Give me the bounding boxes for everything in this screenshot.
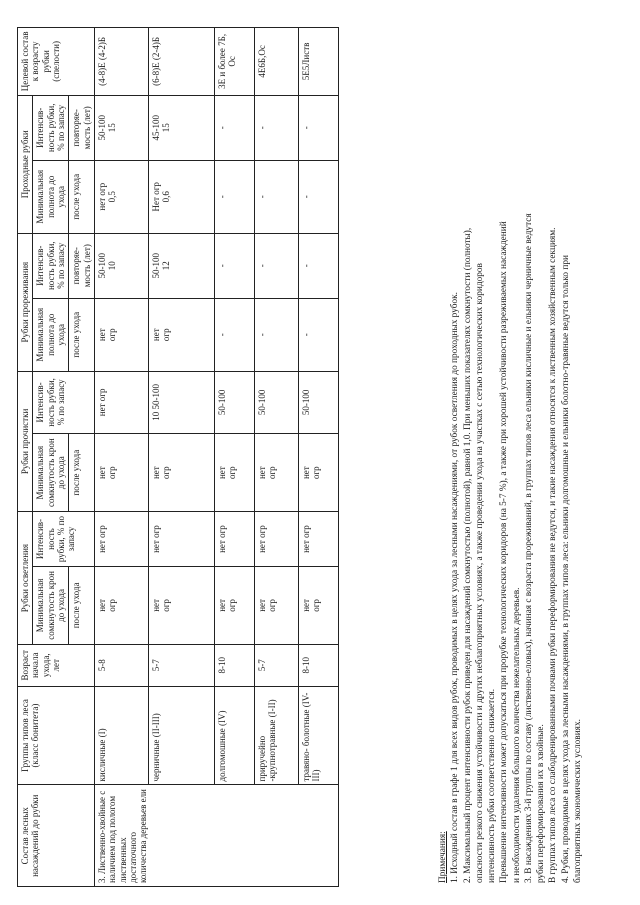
cell-release-intensity: нет огр [95, 512, 149, 567]
cell-value: огр [267, 599, 278, 612]
cell-group: кисличные (I) [95, 686, 149, 785]
cell-value: нет [217, 466, 228, 480]
cell-age: 5-7 [149, 644, 215, 686]
cell-passing-intensity: - [215, 95, 255, 160]
cell-thinning-min: - [255, 298, 299, 371]
cell-value: 50-100 [97, 115, 108, 141]
header-target-composition: Целевой состав к возрасту рубки (спелости) [18, 28, 95, 96]
cell-release-intensity: нет огр [255, 512, 299, 567]
cell-release-intensity: нет огр [299, 512, 339, 567]
cell-passing-intensity: - [255, 95, 299, 160]
cell-thinning-intensity: - [299, 233, 339, 298]
header-intensity-cleaning: Интенсив-ность рубки, % по запасу [33, 371, 95, 433]
cell-target: 4Е6Б,Ос [255, 28, 299, 96]
cell-target: 5Е5Листв [299, 28, 339, 96]
cell-group: приручейно -крупнотравные (I-II) [255, 686, 299, 785]
cell-value: огр [267, 466, 278, 480]
header-forest-type-group: Группы типов леса (класс бонитета) [18, 686, 95, 785]
cell-value: 15 [161, 123, 172, 133]
header-row-1 [18, 28, 33, 887]
cell-group: травяно- болотные (IV-III) [299, 686, 339, 785]
header-intensity-release: Интенсив-ность рубки, % по запасу [33, 512, 95, 567]
cell-value: Нет огр [151, 182, 162, 212]
notes-section [437, 28, 584, 883]
cell-cleaning-min [95, 434, 149, 512]
note-line: 1. Исходный состав в графе 1 для всех видов рубок, проводимых в целях ухода за лесными насаждениями, от рубок осветления до проходных рубок. [450, 292, 461, 883]
header-composition: Состав лесных насаждений до рубки [18, 785, 95, 887]
header-release-cutting: Рубки осветления [18, 512, 33, 645]
note-line: 4. Рубки, проводимые в целях ухода за лесными насаждениями, в группах типов леса: ельники долгомошные и ельники болотно-травяные ведутся только при [560, 255, 571, 883]
cell-group: черничные (II-III) [149, 686, 215, 785]
cell-release-min [215, 566, 255, 644]
cell-passing-intensity [95, 95, 149, 160]
cell-value: 50-100 [97, 252, 108, 279]
cell-cleaning-intensity: 10 50-100 [149, 371, 215, 433]
cell-target: 3Е и более 7Б, Ос [215, 28, 255, 96]
cell-cleaning-intensity: 50-100 [255, 371, 299, 433]
cell-cleaning-min [215, 434, 255, 512]
cell-value: 50-100 [151, 252, 162, 279]
composition-cell: 3. Лиственно-хвойные с наличием под пологом лиственных достаточного количества деревьев ели [95, 785, 339, 887]
header-intensity-passing: Интенсив-ность рубки, % по запасу [33, 95, 69, 160]
note-line: 3. В насаждениях 3-й группы по составу (лиственно-еловых), начиная с возраста прореживаний, в группах типов леса ельники кисличные и ельники черничные ведутся [523, 213, 534, 883]
cell-passing-intensity [149, 95, 215, 160]
cell-value: огр [107, 599, 118, 612]
cell-value: огр [107, 328, 118, 342]
cell-value: огр [161, 599, 172, 612]
cell-age: 8-10 [299, 644, 339, 686]
cell-value: 12 [161, 261, 172, 271]
cell-value: нет [257, 466, 268, 480]
note-line: интенсивность рубки соответственно снижается. [487, 688, 498, 883]
cell-release-intensity: нет огр [215, 512, 255, 567]
cell-value: огр [161, 328, 172, 342]
note-line: В группах типов леса со слабодренированными почвами рубки переформирования не ведутся, и такие насаждения относятся к лиственным хозяйственным секциям. [548, 227, 559, 883]
cell-cleaning-min [255, 434, 299, 512]
cell-value: нет [97, 466, 108, 480]
cell-thinning-min: - [299, 298, 339, 371]
cell-value: огр [311, 466, 322, 480]
cell-value: нет [151, 466, 162, 480]
header-intensity-thinning: Интенсив-ность рубки, % по запасу [33, 233, 69, 298]
cell-value: 0,5 [107, 191, 118, 203]
cell-value: огр [227, 466, 238, 480]
header-repeat-interval: повторяе-мость (лет) [69, 233, 95, 298]
header-passing-cutting: Проходные рубки [18, 95, 33, 233]
table-row [215, 28, 255, 887]
note-line: опасности резкого снижения устойчивости и других неблагоприятных условиях, а также проведении ухода на участках с сетью технологических коридоров [474, 263, 485, 883]
cell-value: нет [97, 328, 108, 342]
cell-thinning-intensity: - [255, 233, 299, 298]
cell-target: (4-8)Е (4-2)Б [95, 28, 149, 96]
cell-thinning-min [149, 298, 215, 371]
cell-value: нет [151, 328, 162, 342]
cell-release-min [149, 566, 215, 644]
cell-release-min [299, 566, 339, 644]
cell-passing-min: - [255, 160, 299, 233]
cell-value: нет [217, 599, 228, 612]
note-line: 2. Максимальный процент интенсивности рубок приведен для насаждений сомкнутостью (полнотой), равной 1,0. При меньших показателях сомкнутости (полноты), [462, 227, 473, 883]
cell-release-min [95, 566, 149, 644]
table-row [95, 28, 149, 887]
header-min-density-passing: Минимальная полнота до ухода [33, 160, 69, 233]
cell-value: 0,6 [161, 191, 172, 203]
cell-value: нет огр [97, 182, 108, 211]
cell-age: 5-7 [255, 644, 299, 686]
cell-group: долгомошные (IV) [215, 686, 255, 785]
cell-age: 5-8 [95, 644, 149, 686]
header-repeat-interval: повторяе-мость (лет) [69, 95, 95, 160]
cell-thinning-min: - [215, 298, 255, 371]
cell-value: огр [107, 466, 118, 480]
header-start-age: Возраст начала ухода, лет [18, 644, 95, 686]
cell-target: (6-8)Е (2-4)Б [149, 28, 215, 96]
cell-thinning-intensity: - [215, 233, 255, 298]
note-line: благоприятных экономических условиях. [572, 719, 583, 883]
cell-value: 15 [107, 123, 118, 133]
notes-heading: Примечания: [438, 831, 448, 883]
table-row [149, 28, 215, 887]
header-after-care: после ухода [69, 566, 95, 644]
table-row [299, 28, 339, 887]
cell-value: 45-100 [151, 115, 162, 141]
table-row [255, 28, 299, 887]
cell-thinning-intensity [149, 233, 215, 298]
cell-passing-min [95, 160, 149, 233]
cell-cleaning-intensity: 50-100 [299, 371, 339, 433]
header-after-care: после ухода [69, 434, 95, 512]
cell-value: нет [257, 599, 268, 612]
cell-value: нет [301, 599, 312, 612]
cell-value: огр [311, 599, 322, 612]
cell-passing-min [149, 160, 215, 233]
header-min-closure-release: Минимальная сомкнутость крон до ухода [33, 566, 69, 644]
cell-value: 10 [107, 261, 118, 271]
header-min-density-thinning: Минимальная полнота до ухода [33, 298, 69, 371]
cell-value: нет [301, 466, 312, 480]
header-min-closure-cleaning: Минимальная сомкнутость крон до ухода [33, 434, 69, 512]
cell-passing-intensity: - [299, 95, 339, 160]
note-line: и необходимости удаления большого количества нежелательных деревьев. [511, 587, 522, 883]
cell-age: 8-10 [215, 644, 255, 686]
cell-passing-min: - [215, 160, 255, 233]
header-thinning: Рубки прореживания [18, 233, 33, 371]
cell-cleaning-min [149, 434, 215, 512]
cell-thinning-min [95, 298, 149, 371]
cell-value: нет [151, 599, 162, 612]
thinning-regime-table [17, 27, 339, 887]
cell-cleaning-min [299, 434, 339, 512]
cell-thinning-intensity [95, 233, 149, 298]
note-line: рубки переформирования их в хвойные. [536, 724, 547, 883]
cell-release-min [255, 566, 299, 644]
header-after-care: после ухода [69, 160, 95, 233]
header-after-care: после ухода [69, 298, 95, 371]
header-cleaning-cutting: Рубки прочистки [18, 371, 33, 512]
rotated-page [5, 5, 630, 895]
cell-value: огр [161, 466, 172, 480]
cell-release-intensity: нет огр [149, 512, 215, 567]
note-line: Превышение интенсивности может допускаться при прорубке технологических коридоров (на 5-7 %), а также при хорошей устойчивости разреживаемых насаждений [499, 221, 510, 883]
cell-value: огр [227, 599, 238, 612]
cell-passing-min: - [299, 160, 339, 233]
cell-value: нет [97, 599, 108, 612]
cell-cleaning-intensity: 50-100 [215, 371, 255, 433]
cell-cleaning-intensity: нет огр [95, 371, 149, 433]
